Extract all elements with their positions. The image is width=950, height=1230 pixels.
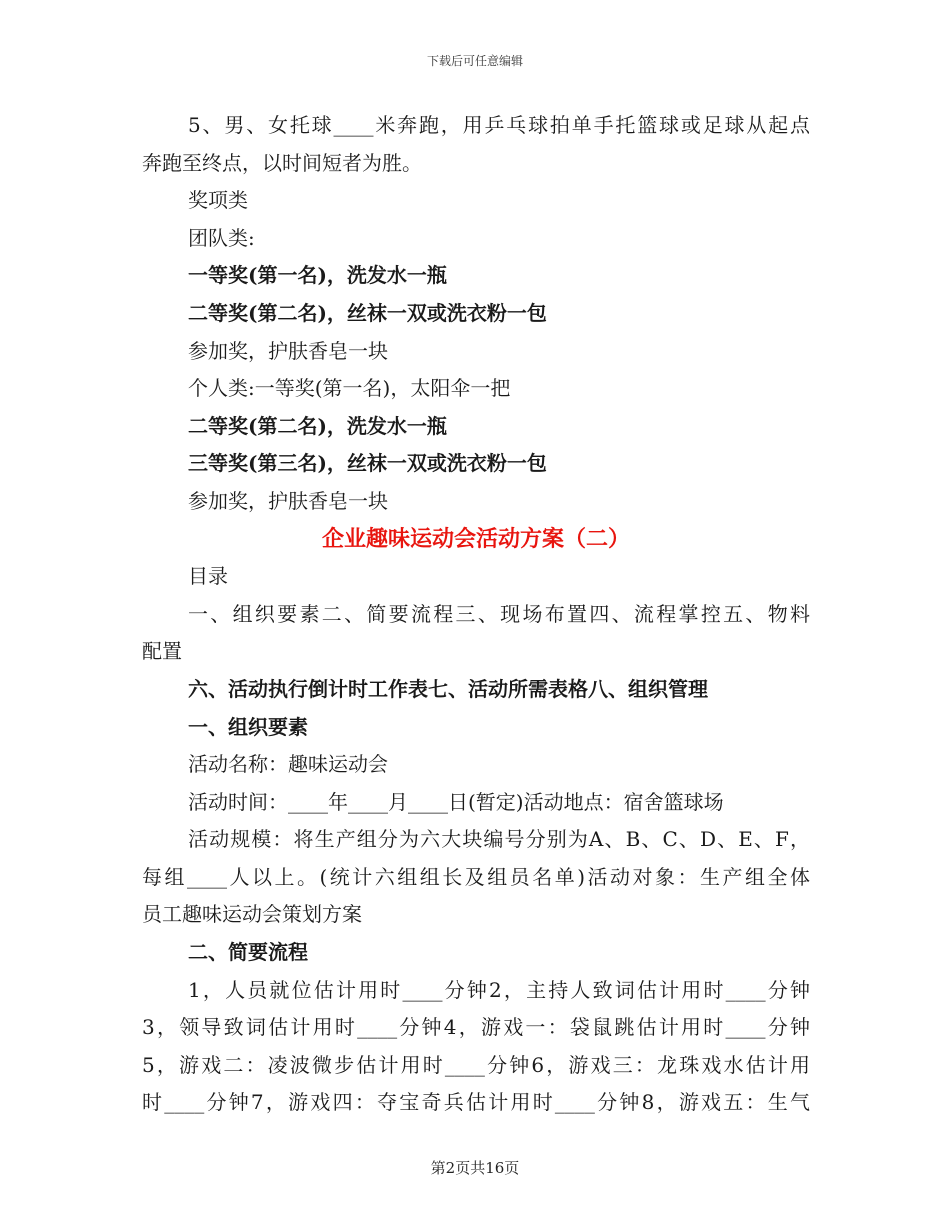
text-line: 活动规模：将生产组分为六大块编号分别为A、B、C、D、E、F， [188,827,810,852]
section-label: 奖项类 [188,188,248,213]
text-line: 1，人员就位估计用时____分钟2，主持人致词估计用时____分钟 [188,977,810,1002]
toc-line: 配置 [142,639,182,664]
text-line: 员工趣味运动会策划方案 [142,902,362,927]
subsection-heading: 一、组织要素 [188,714,308,739]
text-line: 5、男、女托球____米奔跑，用乒乓球拍单手托篮球或足球从起点 [188,113,810,137]
award-line: 二等奖(第二名)，洗发水一瓶 [188,413,447,438]
text-line: 5，游戏二：凌波微步估计用时____分钟6，游戏三：龙珠戏水估计用 [142,1052,810,1077]
toc-heading: 目录 [188,564,228,589]
text-line: 每组____人以上。(统计六组组长及组员名单)活动对象：生产组全体 [142,864,810,889]
text-line: 活动名称：趣味运动会 [188,752,388,777]
award-line: 参加奖，护肤香皂一块 [188,488,388,513]
award-line: 参加奖，护肤香皂一块 [188,338,388,363]
subsection-heading: 二、简要流程 [188,940,308,965]
text-line: 奔跑至终点，以时间短者为胜。 [142,150,422,175]
award-line: 三等奖(第三名)，丝袜一双或洗衣粉一包 [188,451,547,476]
award-line: 个人类:一等奖(第一名)，太阳伞一把 [188,376,511,401]
text-line: 时____分钟7，游戏四：夺宝奇兵估计用时____分钟8，游戏五：生气 [142,1090,810,1115]
section-title: 企业趣味运动会活动方案（二） [321,525,630,552]
section-label: 团队类: [188,225,255,250]
text-line: 3，领导致词估计用时____分钟4，游戏一：袋鼠跳估计用时____分钟 [142,1015,810,1040]
page-number-footer: 第2页共16页 [430,1159,520,1177]
document-body [142,107,810,1122]
text-line: 活动时间：____年____月____日(暂定)活动地点：宿舍篮球场 [188,789,724,814]
award-line: 二等奖(第二名)，丝袜一双或洗衣粉一包 [188,300,547,325]
page-header-note: 下载后可任意编辑 [426,54,523,68]
toc-line: 一、组织要素二、简要流程三、现场布置四、流程掌控五、物料 [188,601,810,626]
toc-line: 六、活动执行倒计时工作表七、活动所需表格八、组织管理 [188,676,708,701]
award-line: 一等奖(第一名)，洗发水一瓶 [188,263,447,288]
